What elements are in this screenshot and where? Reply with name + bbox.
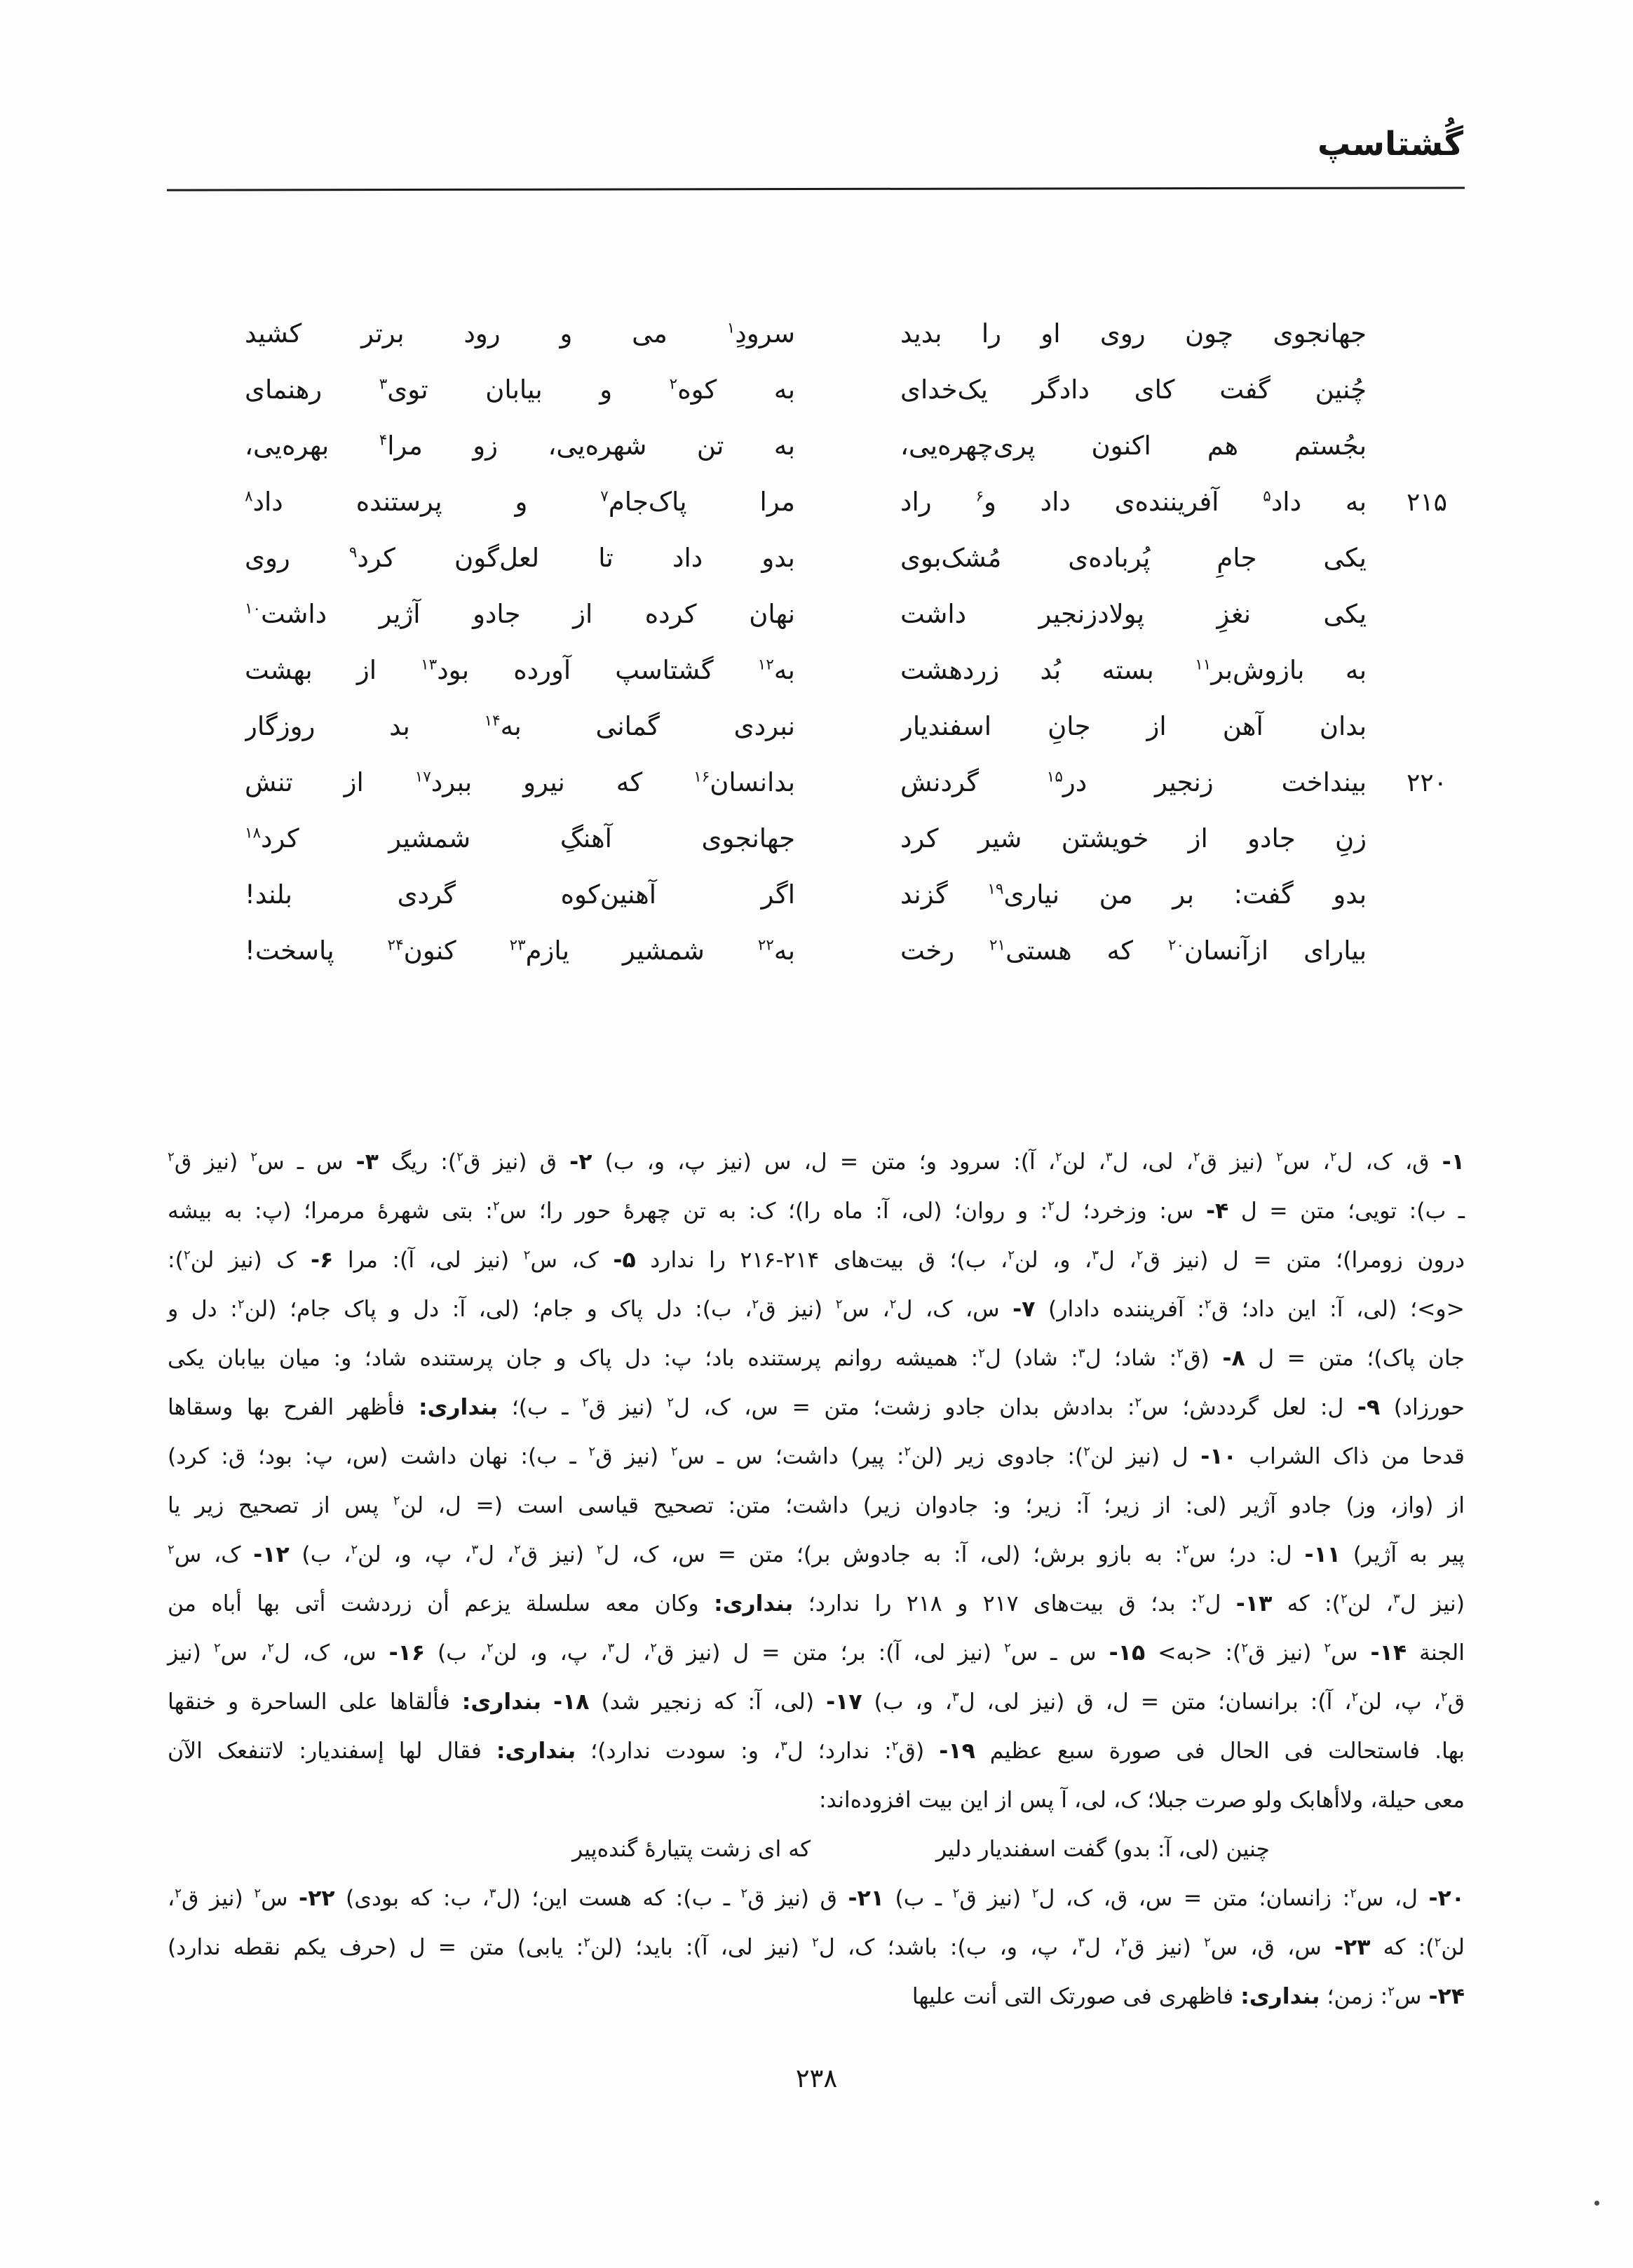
hemistich-first: بدو گفت: بر من نیاری$^{۱۹}$ گزند [900, 879, 1367, 910]
hemistich-first: بجُستم هم اکنون پری‌چهره‌یی، [900, 431, 1367, 461]
verse-row [245, 923, 1447, 979]
siglum-superscript: ۲ [952, 1886, 960, 1901]
scan-artifact-dot [1594, 2201, 1599, 2206]
apparatus-line: ـ ب): تویی؛ متن = ل ۴- س: وزخرد؛ ل$^۲$: و روان؛ (لی، آ: ماه را)؛ ک: به تن چهرهٔ حور را؛ س$^۲$: بتی شهرهٔ مرمرا؛ (پ: به بیشه [168, 1199, 1465, 1224]
hemistich-second: سرودِ$^۱$ می و رود برتر کشید [245, 318, 795, 349]
siglum-superscript: ۲ [835, 1297, 843, 1312]
hemistich-second: بدانسان$^{۱۶}$ که نیرو ببرد$^{۱۷}$ از تنش [245, 767, 795, 797]
inserted-verse-second-hemistich: که ای زشت پتیارهٔ گنده‌پیر [572, 1837, 811, 1862]
siglum-superscript: ۲ [1203, 1935, 1211, 1950]
apparatus-line: حورزاد) ۹- ل: لعل گرددش؛ س$^۲$: بدادش بدان جادو زشت؛ متن = س، ک، ل$^۲$ (نیز ق$^۲$ ـ ب)؛ بنداری: فأظهر الفرح بها وسقاها [168, 1395, 1465, 1420]
verse-row [245, 586, 1447, 642]
verse-row [245, 811, 1447, 867]
apparatus-line: معی حیلة، ولاأهابک ولو صرت جبلا؛ ک، لی، آ پس از این بیت افزوده‌اند: [818, 1788, 1465, 1813]
siglum-superscript: ۲ [581, 1395, 589, 1410]
hemistich-second: نبردی گمانی به$^{۱۴}$ بد روزگار [245, 711, 795, 741]
hemistich-first: بینداخت زنجیر در$^{۱۵}$ گردنش [900, 767, 1367, 797]
apparatus-line: ۱- ق، ک، ل$^۲$، س$^۲$ (نیز ق$^۲$، لی، ل$^۳$، لن$^۲$، آ): سرود و؛ متن = ل، س (نیز پ، و، ب) ۲- ق (نیز ق$^۲$): ریگ ۳- س ـ س$^۲$ (نیز ق$^۲$ [168, 1149, 1465, 1175]
siglum-superscript: ۲ [237, 1297, 245, 1312]
siglum-superscript: ۲ [1198, 1591, 1205, 1607]
siglum-superscript: ۲ [523, 1248, 531, 1263]
siglum-superscript: ۲ [1177, 1346, 1184, 1361]
footnote-marker: ۵ [1263, 487, 1271, 506]
footnote-marker: ۸ [245, 487, 253, 506]
siglum-superscript: ۲ [487, 1640, 494, 1656]
footnote-marker: ۱۶ [693, 768, 710, 786]
siglum-superscript: ۲ [1388, 1984, 1395, 1999]
siglum-superscript: ۲ [267, 1640, 274, 1656]
hemistich-first: چُنین گفت کای دادگر یک‌خدای [900, 374, 1367, 405]
footnote-marker: ۲۴ [387, 936, 404, 954]
footnote-marker: ۱۰ [245, 600, 262, 618]
siglum-superscript: ۲ [1134, 1395, 1142, 1410]
footnote-marker: ۱۹ [987, 880, 1004, 898]
siglum-superscript: ۲ [1031, 1886, 1039, 1901]
siglum-superscript: ۲ [250, 1149, 258, 1165]
siglum-superscript: ۳ [1092, 1248, 1099, 1263]
hemistich-second: بدو داد تا لعل‌گون کرد$^۹$ روی [245, 543, 795, 573]
siglum-superscript: ۲ [650, 1640, 658, 1656]
siglum-superscript: ۳ [471, 1542, 479, 1558]
apparatus-line: لن$^۲$): که ۲۳- س، ق، س$^۲$ (نیز ق$^۲$، ل$^۳$، پ، و، ب): باشد؛ ک، ل$^۲$ (نیز لی، آ): باید؛ (لن$^۲$: یابی) متن = ل (حرف یکم نقطه ندارد) [168, 1935, 1465, 1960]
hemistich-first: زنِ جادو از خویشتن شیر کرد [900, 823, 1367, 853]
verse-row [245, 306, 1447, 362]
critical-apparatus [168, 1138, 1465, 2021]
siglum-superscript: ۲ [183, 1248, 191, 1263]
verse-row [245, 362, 1447, 418]
hemistich-second: نهان کرده از جادو آژیر داشت$^{۱۰}$ [245, 599, 795, 629]
siglum-superscript: ۲ [492, 1199, 500, 1214]
apparatus-line: قدحا من ذاک الشراب ۱۰- ل (نیز لن$^۲$): جادوی زیر (لن$^۲$: پیر) داشت؛ س ـ س$^۲$ (نیز ق$^۲$ ـ ب): نهان داشت (س، پ: بود؛ ق: کرد) [168, 1444, 1465, 1469]
footnote-marker: ۶ [975, 487, 984, 506]
verse-row [245, 755, 1447, 811]
siglum-superscript: ۲ [1276, 1149, 1283, 1165]
footnote-marker: ۷ [600, 487, 609, 506]
siglum-superscript: ۲ [1440, 1689, 1448, 1705]
siglum-superscript: ۲ [1241, 1640, 1249, 1656]
siglum-superscript: ۲ [351, 1542, 358, 1558]
apparatus-line: بها. فاستحالت فی الحال فی صورة سبع عظیم ۱۹- (ق$^۲$: ندارد؛ ل$^۳$، و: سودت ندارد)؛ بنداری: فقال لها إسفندیار: لاتنفعک الآن [168, 1739, 1465, 1764]
apparatus-line: پیر به آژیر) ۱۱- ل: در؛ س$^۲$: به بازو برش؛ (لی، آ: به جادوش بر)؛ متن = س، ک، ل$^۲$ (نیز ق$^۲$، ل$^۳$، پ، و، لن$^۲$، ب) ۱۲- ک، س$^۲$ [168, 1542, 1465, 1567]
siglum-superscript: ۲ [1004, 1640, 1011, 1656]
hemistich-first: بدان آهن از جانِ اسفندیار [900, 711, 1367, 741]
footnote-marker: ۱۸ [245, 824, 262, 842]
page-number: ۲۳۸ [795, 2063, 838, 2093]
chapter-title: گُشتاسپ [1317, 125, 1463, 163]
siglum-superscript: ۳ [1078, 1346, 1085, 1361]
footnote-marker: ۲۱ [989, 936, 1006, 954]
footnote-marker: ۱۵ [1046, 768, 1063, 786]
siglum-superscript: ۲ [740, 1886, 748, 1901]
siglum-superscript: ۲ [1083, 1444, 1091, 1459]
siglum-superscript: ۲ [1350, 1886, 1357, 1901]
verse-row [245, 867, 1447, 923]
apparatus-line: الجنة ۱۴- س$^۲$ (نیز ق$^۲$): <به> ۱۵- س ـ س$^۲$ (نیز لی، آ): بر؛ متن = ل (نیز ق$^۲$، ل$^۳$، پ، و، لن$^۲$، ب) ۱۶- س، ک، ل$^۲$، س$^۲$ (نیز [168, 1640, 1465, 1666]
verse-row [245, 474, 1447, 530]
header-rule [167, 187, 1465, 191]
siglum-superscript: ۳ [951, 1689, 959, 1705]
hemistich-second: به تن شهره‌یی، زو مرا$^۴$ بهره‌یی، [245, 431, 795, 461]
siglum-superscript: ۲ [1193, 1149, 1200, 1165]
siglum-superscript: ۲ [1048, 1199, 1055, 1214]
footnote-marker: ۲ [669, 375, 678, 393]
apparatus-line: (نیز ل$^۳$، لن$^۲$): که ۱۳- ل$^۲$: بد؛ ق بیت‌های ۲۱۷ و ۲۱۸ را ندارد؛ بنداری: وکان معه سلسلة یزعم أن زردشت أتی بها أباه من [168, 1591, 1465, 1616]
siglum-superscript: ۳ [489, 1886, 496, 1901]
siglum-superscript: ۲ [393, 1493, 400, 1508]
verse-row [245, 698, 1447, 755]
apparatus-line: جان پاک)؛ متن = ل ۸- (ق$^۲$: شاد؛ ل$^۳$: شاد) ل$^۲$: همیشه روانم پرستنده باد؛ پ: دل پاک و جان پرستنده شاد؛ و: میان بیابان یکی [168, 1346, 1465, 1371]
hemistich-second: به$^{۲۲}$ شمشیر یازم$^{۲۳}$ کنون$^{۲۴}$ پاسخت! [245, 936, 795, 966]
siglum-superscript: ۲ [168, 1149, 175, 1165]
hemistich-second: جهانجوی آهنگِ شمشیر کرد$^{۱۸}$ [245, 823, 795, 853]
footnote-marker: ۱۴ [484, 712, 501, 730]
apparatus-line: از (واز، وز) جادو آژیر (لی: از زیر؛ آ: زیر؛ و: جادوان زیر) داشت؛ متن: تصحیح قیاسی است (= ل، لن$^۲$ پس از تصحیح زیر یا [168, 1493, 1465, 1518]
siglum-superscript: ۳ [1393, 1591, 1400, 1607]
verse-number: ۲۲۰ [1406, 769, 1447, 797]
siglum-superscript: ۲ [812, 1935, 819, 1950]
siglum-superscript: ۲ [596, 1542, 604, 1558]
hemistich-first: جهانجوی چون روی او را بدید [900, 318, 1367, 349]
footnote-marker: ۱ [726, 319, 736, 337]
footnote-marker: ۲۰ [1167, 936, 1185, 954]
apparatus-line: ۲۴- س$^۲$: زمن؛ بنداری: فاظهری فی صورتک التی أنت علیها [912, 1984, 1465, 2009]
siglum-superscript: ۲ [1204, 1297, 1212, 1312]
siglum-superscript: ۳ [1078, 1935, 1085, 1950]
siglum-superscript: ۲ [513, 1542, 521, 1558]
apparatus-line: ۲۰- ل، س$^۲$: زانسان؛ متن = س، ق، ک، ل$^۲$ (نیز ق$^۲$ ـ ب) ۲۱- ق (نیز ق$^۲$ ـ ب): که هست این؛ (ل$^۳$، ب: که بودی) ۲۲- س$^۲$ (نیز ق$^۲$، [168, 1886, 1465, 1911]
footnote-marker: ۹ [348, 544, 358, 562]
verse-number: ۲۱۵ [1406, 488, 1447, 517]
siglum-superscript: ۲ [1329, 1149, 1337, 1165]
footnote-marker: ۲۳ [509, 936, 526, 954]
siglum-superscript: ۲ [456, 1149, 464, 1165]
footnote-marker: ۱۷ [414, 768, 431, 786]
siglum-superscript: ۲ [168, 1542, 175, 1558]
hemistich-second: اگر آهنین‌کوه گردی بلند! [245, 879, 795, 910]
siglum-superscript: ۲ [752, 1297, 759, 1312]
siglum-superscript: ۲ [1055, 1149, 1062, 1165]
verse-row [245, 642, 1447, 698]
siglum-superscript: ۲ [1434, 1935, 1442, 1950]
siglum-superscript: ۲ [889, 1297, 897, 1312]
siglum-superscript: ۳ [607, 1640, 615, 1656]
siglum-superscript: ۲ [891, 1739, 899, 1754]
siglum-superscript: ۲ [1008, 1248, 1015, 1263]
footnote-marker: ۴ [379, 431, 388, 450]
siglum-superscript: ۲ [904, 1444, 912, 1459]
hemistich-second: مرا پاک‌جام$^۷$ و پرستنده داد$^۸$ [245, 487, 795, 517]
siglum-superscript: ۲ [978, 1346, 986, 1361]
hemistich-first: به بازوش‌بر$^{۱۱}$ بسته بُد زردهشت [900, 655, 1367, 685]
siglum-superscript: ۲ [670, 1444, 678, 1459]
footnote-marker: ۳ [379, 375, 388, 393]
siglum-superscript: ۲ [583, 1935, 591, 1950]
siglum-superscript: ۲ [254, 1886, 262, 1901]
hemistich-second: به کوه$^۲$ و بیابان توی$^۳$ رهنمای [245, 374, 795, 405]
siglum-superscript: ۲ [1351, 1689, 1359, 1705]
verse-row [245, 530, 1447, 586]
siglum-superscript: ۲ [213, 1640, 221, 1656]
siglum-superscript: ۲ [175, 1886, 182, 1901]
apparatus-line: درون زومرا)؛ متن = ل (نیز ق$^۲$، ل$^۳$، و، لن$^۲$، ب)؛ ق بیت‌های ۲۱۴-۲۱۶ را ندارد ۵- ک، س$^۲$ (نیز لی، آ): مرا ۶- ک (نیز لن$^۲$): [168, 1248, 1465, 1273]
siglum-superscript: ۳ [1105, 1149, 1113, 1165]
siglum-superscript: ۲ [1340, 1591, 1348, 1607]
hemistich-first: یکی نغزِ پولادزنجیر داشت [900, 599, 1367, 629]
footnote-marker: ۱۱ [1195, 656, 1212, 674]
siglum-superscript: ۲ [1136, 1248, 1144, 1263]
siglum-superscript: ۲ [1182, 1542, 1189, 1558]
siglum-superscript: ۲ [667, 1395, 675, 1410]
verse-row [245, 418, 1447, 474]
inserted-verse-first-hemistich: چنین (لی، آ: بدو) گفت اسفندیار دلیر [935, 1837, 1270, 1862]
hemistich-first: بیارای ازآنسان$^{۲۰}$ که هستی$^{۲۱}$ رخت [900, 936, 1367, 966]
siglum-superscript: ۲ [1324, 1640, 1332, 1656]
footnote-marker: ۱۲ [757, 656, 774, 674]
footnote-marker: ۱۳ [421, 656, 438, 674]
poem-block [245, 306, 1447, 979]
siglum-superscript: ۳ [780, 1739, 787, 1754]
running-head [170, 125, 1463, 163]
siglum-superscript: ۲ [588, 1444, 596, 1459]
siglum-superscript: ۲ [1120, 1935, 1128, 1950]
apparatus-line: <و>؛ (لی، آ: این داد؛ ق$^۲$: آفریننده دادار) ۷- س، ک، ل$^۲$، س$^۲$ (نیز ق$^۲$، ب): دل پاک و جام؛ (لی، آ: دل و پاک جام؛ (لن$^۲$: دل و [168, 1297, 1465, 1322]
apparatus-inserted-verse [572, 1825, 1270, 1874]
hemistich-second: به$^{۱۲}$ گشتاسپ آورده بود$^{۱۳}$ از بهشت [245, 655, 795, 685]
footnote-marker: ۲۲ [757, 936, 774, 954]
hemistich-first: یکی جامِ پُرباده‌ی مُشک‌بوی [900, 543, 1367, 573]
hemistich-first: به داد$^۵$ آفریننده‌ی داد و$^۶$ راد [900, 487, 1367, 517]
apparatus-line: ق$^۲$، پ، لن$^۲$، آ): برانسان؛ متن = ل، ق (نیز لی، ل$^۳$، و، ب) ۱۷- (لی، آ: که زنجیر شد) ۱۸- بنداری: فألقاها علی الساحرة و خنقها [168, 1689, 1465, 1715]
